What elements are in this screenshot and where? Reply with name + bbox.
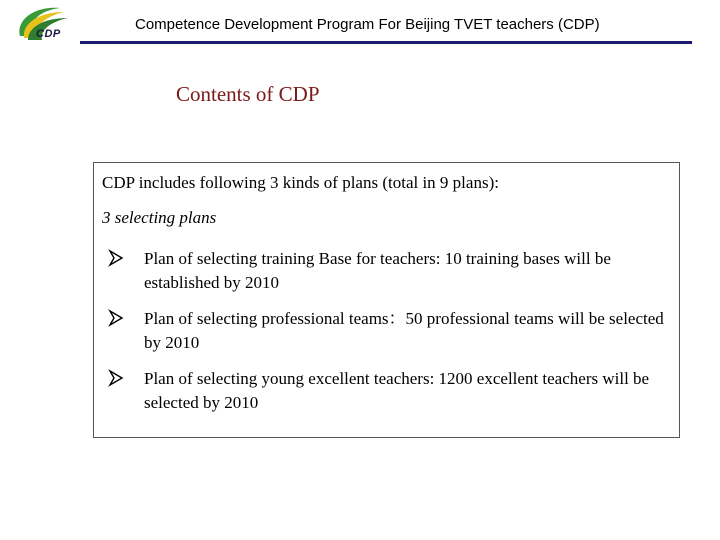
header-title: Competence Development Program For Beijing TVET teachers (CDP) [135, 16, 600, 33]
plans-subheading: 3 selecting plans [102, 208, 217, 227]
header-divider [80, 41, 692, 44]
plan-text: Plan of selecting professional teams：50 professional teams will be selected by 2010 [144, 309, 664, 352]
plan-item-2 [94, 307, 681, 357]
plan-item-3 [94, 367, 681, 417]
arrow-bullet-icon [108, 249, 124, 267]
logo-text: CDP [36, 28, 61, 40]
arrow-bullet-icon [108, 309, 124, 327]
plan-text: Plan of selecting training Base for teachers: 10 training bases will be established by 2010 [144, 249, 611, 292]
plan-text: Plan of selecting young excellent teachers: 1200 excellent teachers will be selected by 2010 [144, 369, 650, 412]
cdp-logo [12, 2, 82, 46]
section-title: Contents of CDP [176, 82, 320, 106]
content-box [93, 162, 680, 438]
plan-item-1 [94, 247, 681, 297]
intro-text: CDP includes following 3 kinds of plans (total in 9 plans): [102, 173, 499, 192]
arrow-bullet-icon [108, 369, 124, 387]
